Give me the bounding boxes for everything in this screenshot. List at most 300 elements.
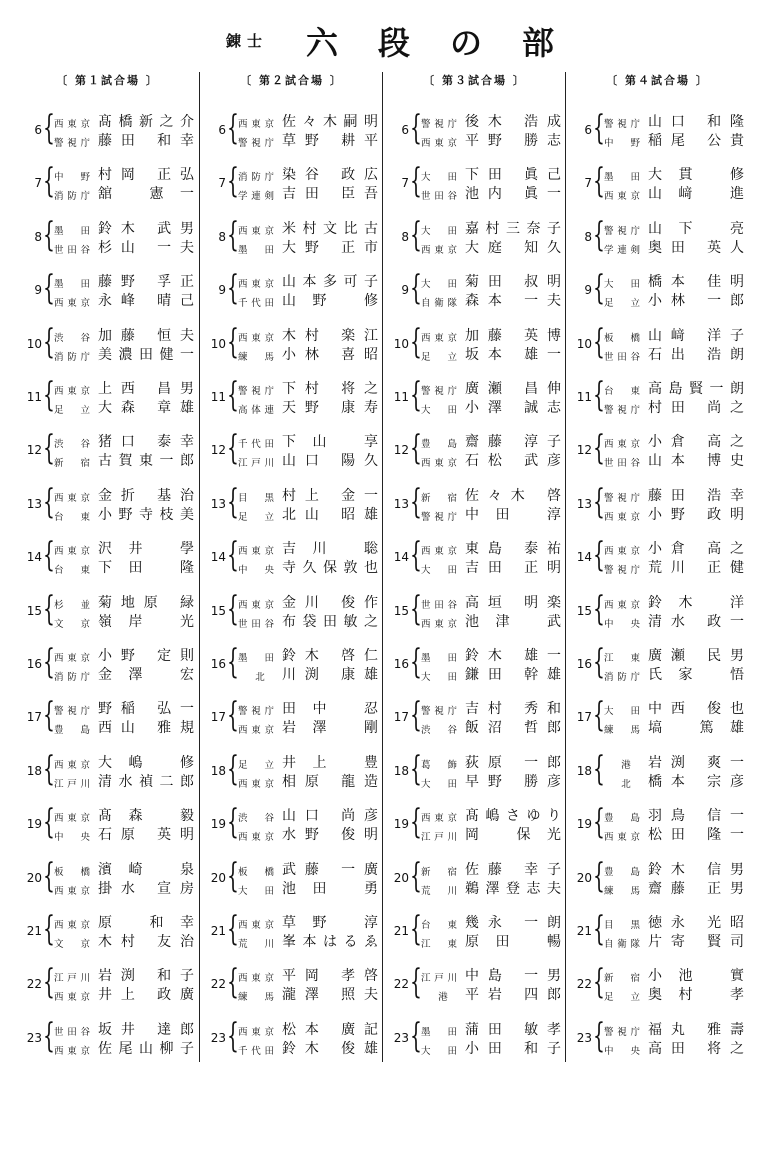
competitor-affiliation: 中 野 — [54, 172, 90, 184]
competitor-name: 小野寺枝美 — [98, 506, 194, 523]
competitor-affiliation: 中 央 — [238, 565, 274, 577]
competitor-name: 松田 隆一 — [648, 827, 744, 844]
pairing-brace-icon: { — [227, 161, 239, 202]
pairing-brace-icon: { — [43, 588, 55, 629]
competitor-red — [604, 1021, 746, 1039]
competitor-name: 下田 眞己 — [465, 167, 561, 184]
competitor-white — [421, 185, 563, 203]
competitor-name: 井上 豊 — [282, 754, 378, 771]
match-number: 6 — [584, 123, 592, 137]
pairing-brace-icon: { — [410, 535, 422, 576]
competitor-affiliation: 豊 島 — [604, 866, 640, 878]
competitor-red — [421, 273, 563, 291]
match-entry — [383, 695, 566, 737]
competitor-name: 森本 一夫 — [465, 293, 561, 310]
match-number: 13 — [393, 496, 409, 511]
competitor-name: 齋藤 正男 — [648, 880, 744, 897]
match-entry — [16, 1015, 199, 1058]
competitor-affiliation: 世田谷 — [54, 244, 90, 256]
competitor-name: 鵜澤登志夫 — [465, 880, 561, 897]
match-entry — [566, 802, 749, 844]
match-entry — [383, 321, 566, 364]
competitor-red — [604, 166, 746, 184]
competitor-affiliation: 警視庁 — [421, 386, 457, 397]
competitor-name: 藤田 浩幸 — [648, 487, 744, 504]
competitor-red — [421, 807, 563, 825]
competitor-affiliation: 台 東 — [54, 565, 90, 577]
competitor-name: 蒲田 敏孝 — [465, 1021, 561, 1038]
match-entry — [383, 268, 566, 310]
competitor-name: 清水禎二郎 — [98, 773, 194, 790]
competitor-affiliation: 足 立 — [238, 511, 274, 523]
competitor-name: 岡 保光 — [465, 827, 561, 844]
competitor-affiliation: 西東京 — [54, 885, 90, 897]
competitor-white — [604, 666, 746, 684]
competitor-name: 野稲 弘一 — [98, 701, 194, 718]
competitor-white — [238, 773, 380, 791]
competitor-white — [421, 826, 563, 844]
competitor-affiliation: 港 — [621, 759, 631, 771]
competitor-affiliation: 荒 川 — [421, 885, 457, 897]
match-number: 17 — [26, 710, 42, 725]
pairing-brace-icon: { — [410, 695, 422, 736]
competitor-name: 稲尾 公貴 — [648, 133, 744, 149]
match-number: 6 — [218, 123, 226, 137]
match-number: 8 — [218, 229, 226, 244]
match-entry — [383, 428, 566, 470]
competitor-affiliation: 世田谷 — [604, 351, 640, 363]
competitor-name: 佐藤 幸子 — [465, 861, 561, 878]
competitor-name: 藤野 孚正 — [98, 274, 194, 291]
competitor-name: 後木 浩成 — [465, 114, 561, 130]
competitor-affiliation: 豊 島 — [54, 725, 90, 737]
pairing-brace-icon: { — [410, 588, 422, 629]
competitor-red — [604, 594, 746, 612]
competitor-name: 岩澤 剛 — [282, 720, 378, 737]
match-entry — [383, 642, 566, 684]
competitor-affiliation: 学連剣 — [604, 244, 640, 256]
competitor-affiliation: 台 東 — [54, 511, 90, 523]
match-entry — [383, 1015, 566, 1058]
competitor-name: 荻原 一郎 — [465, 754, 561, 771]
competitor-affiliation: 大 田 — [604, 706, 640, 718]
competitor-name: 中西 俊也 — [648, 701, 744, 718]
match-entry — [566, 909, 749, 951]
pairing-brace-icon: { — [43, 748, 55, 789]
competitor-name: 髙森 毅 — [98, 808, 194, 825]
match-number: 23 — [393, 1030, 409, 1045]
competitor-white — [421, 613, 563, 631]
competitor-affiliation: 世田谷 — [604, 458, 640, 470]
competitor-affiliation: 西東京 — [238, 832, 274, 844]
competitor-red — [54, 594, 196, 612]
match-entry — [200, 1015, 383, 1058]
competitor-name: 井上 政廣 — [98, 987, 194, 1004]
competitor-name: 橋本 佳明 — [648, 274, 744, 291]
match-number: 12 — [26, 443, 42, 458]
competitor-name: 小田 和子 — [465, 1040, 561, 1057]
match-entry — [200, 642, 383, 684]
competitor-red — [54, 166, 196, 184]
pairing-brace-icon: { — [593, 214, 605, 255]
match-number: 6 — [401, 123, 409, 137]
pairing-brace-icon: { — [593, 321, 605, 362]
match-number: 7 — [218, 176, 226, 191]
competitor-white — [421, 452, 563, 470]
competitor-affiliation: 世田谷 — [54, 1026, 90, 1038]
competitor-white — [421, 399, 563, 417]
competitor-white — [54, 773, 196, 791]
competitor-red — [421, 433, 563, 451]
match-entry — [566, 855, 749, 898]
competitor-name: 廣瀬 民男 — [648, 648, 744, 664]
pairing-brace-icon: { — [410, 161, 422, 202]
pairing-brace-icon: { — [227, 802, 239, 843]
match-entry — [566, 161, 749, 203]
pairing-brace-icon: { — [43, 428, 55, 469]
match-entry — [200, 855, 383, 898]
competitor-white — [54, 185, 196, 203]
competitor-name: 小林 喜昭 — [282, 346, 378, 363]
competitor-name: 峯本はるゑ — [282, 934, 378, 950]
competitor-affiliation: 西東京 — [54, 386, 90, 397]
competitor-affiliation: 杉 並 — [54, 599, 90, 611]
competitor-affiliation: 江戸川 — [238, 458, 274, 470]
competitor-white — [54, 719, 196, 737]
pairing-brace-icon: { — [410, 802, 422, 843]
competitor-affiliation: 西東京 — [238, 973, 274, 985]
match-entry — [566, 481, 749, 524]
competitor-affiliation: 警視庁 — [238, 706, 274, 718]
competitor-affiliation: 大 田 — [421, 279, 457, 291]
competitor-affiliation: 警視庁 — [421, 706, 457, 718]
pairing-brace-icon: { — [43, 802, 55, 843]
competitor-name: 永峰 晴己 — [98, 293, 194, 310]
competitor-affiliation: 台 東 — [421, 920, 457, 931]
competitor-affiliation: 西東京 — [421, 332, 457, 344]
competitor-red — [604, 967, 746, 985]
match-entry — [200, 802, 383, 844]
pairing-brace-icon: { — [227, 855, 239, 896]
competitor-red — [421, 327, 563, 345]
competitor-affiliation: 西東京 — [54, 992, 90, 1004]
competitor-red — [238, 1021, 380, 1039]
competitor-affiliation: 足 立 — [238, 759, 274, 771]
competitor-affiliation: 目 黒 — [604, 920, 640, 931]
competitor-affiliation: 西東京 — [238, 725, 274, 737]
match-entry — [566, 535, 749, 577]
competitor-white — [604, 613, 746, 631]
competitor-red — [604, 861, 746, 879]
competitor-name: 原田 暢 — [465, 934, 561, 950]
competitor-name: 中田 淳 — [465, 506, 561, 523]
competitor-affiliation: 西東京 — [54, 759, 90, 771]
competitor-name: 寺久保敦也 — [282, 560, 378, 577]
competitor-name: 早野 勝彦 — [465, 773, 561, 790]
match-entry — [383, 962, 566, 1004]
competitor-red — [54, 861, 196, 879]
title-rank: 錬士 — [226, 32, 269, 50]
competitor-white — [421, 239, 563, 257]
match-number: 22 — [576, 977, 592, 992]
match-entry — [16, 909, 199, 951]
competitor-white — [604, 986, 746, 1004]
competitor-name: 米村文比古 — [282, 220, 378, 237]
competitor-name: 木村 友治 — [98, 934, 194, 950]
match-number: 20 — [210, 870, 226, 885]
competitor-white — [54, 559, 196, 577]
competitor-name: 松本 廣記 — [282, 1021, 378, 1038]
competitor-red — [54, 380, 196, 398]
match-number: 14 — [210, 550, 226, 565]
match-number: 12 — [210, 443, 226, 458]
competitor-name: 沢井 學 — [98, 541, 194, 558]
match-entry — [200, 108, 383, 150]
match-entry — [200, 214, 383, 257]
pairing-brace-icon: { — [43, 375, 55, 415]
competitor-red — [54, 327, 196, 345]
pairing-brace-icon: { — [227, 1015, 239, 1056]
match-entry — [200, 695, 383, 737]
competitor-affiliation: 西東京 — [604, 832, 640, 844]
competitor-affiliation: 中 野 — [604, 138, 640, 149]
competitor-affiliation: 葛 飾 — [421, 759, 457, 771]
competitor-white — [238, 666, 380, 684]
competitor-name: 布袋田敏之 — [282, 613, 378, 630]
competitor-white — [604, 452, 746, 470]
competitor-name: 吉田 正明 — [465, 560, 561, 577]
competitor-affiliation: 西東京 — [421, 618, 457, 630]
competitor-name: 高田 将之 — [648, 1040, 744, 1057]
competitor-name: 木村 楽江 — [282, 327, 378, 344]
match-number: 14 — [26, 550, 42, 565]
competitor-affiliation: 墨 田 — [54, 279, 90, 291]
match-number: 9 — [34, 283, 42, 298]
competitor-affiliation: 西東京 — [54, 920, 90, 931]
competitor-red — [54, 754, 196, 772]
pairing-brace-icon: { — [43, 214, 55, 255]
competitor-name: 坂本 雄一 — [465, 346, 561, 363]
competitor-name: 小倉 高之 — [648, 541, 744, 558]
competitor-white — [604, 719, 746, 737]
competitor-affiliation: 消防庁 — [238, 172, 274, 184]
pairing-brace-icon: { — [593, 642, 605, 682]
match-number: 7 — [401, 176, 409, 191]
pairing-brace-icon: { — [43, 695, 55, 736]
competitor-affiliation: 西東京 — [238, 119, 274, 130]
competitor-red — [604, 914, 746, 932]
competitor-white — [604, 506, 746, 524]
competitor-name: 中島 一男 — [465, 968, 561, 985]
competitor-white — [238, 346, 380, 364]
competitor-affiliation: 西東京 — [421, 813, 457, 825]
match-number: 14 — [576, 550, 592, 565]
match-entry — [383, 535, 566, 577]
competitor-affiliation: 千代田 — [238, 298, 274, 310]
match-entry — [566, 748, 749, 791]
match-number: 10 — [26, 336, 42, 351]
match-number: 19 — [210, 817, 226, 832]
competitor-red — [604, 433, 746, 451]
match-number: 7 — [34, 176, 42, 191]
competitor-affiliation: 警視庁 — [54, 706, 90, 718]
competitor-affiliation: 渋 谷 — [238, 813, 274, 825]
competitor-name: 武藤 一廣 — [282, 861, 378, 878]
competitor-white — [238, 719, 380, 737]
competitor-name: 山本 博史 — [648, 453, 744, 470]
competitor-affiliation: 西東京 — [238, 279, 274, 291]
match-number: 18 — [26, 763, 42, 778]
competitor-affiliation: 西東京 — [54, 813, 90, 825]
competitor-white — [54, 880, 196, 898]
court-header: 〔 第４試合場 〕 — [606, 74, 709, 87]
competitor-affiliation: 江戸川 — [54, 973, 90, 985]
page-title: 六段の部 — [306, 24, 595, 62]
competitor-name: 草野 耕平 — [282, 133, 378, 149]
competitor-white — [604, 880, 746, 898]
match-entry — [200, 161, 383, 203]
match-entry — [383, 161, 566, 203]
pairing-brace-icon: { — [593, 855, 605, 896]
competitor-affiliation: 警視庁 — [604, 405, 640, 416]
match-entry — [16, 802, 199, 844]
competitor-red — [604, 700, 746, 718]
pairing-brace-icon: { — [43, 855, 55, 896]
pairing-brace-icon: { — [593, 268, 605, 309]
competitor-red — [54, 807, 196, 825]
pairing-brace-icon: { — [227, 428, 239, 469]
competitor-name: 高垣 明楽 — [465, 594, 561, 611]
match-entry — [16, 268, 199, 310]
competitor-affiliation: 墨 田 — [54, 225, 90, 237]
competitor-white — [421, 986, 563, 1004]
match-number: 19 — [393, 817, 409, 832]
competitor-affiliation: 足 立 — [54, 405, 90, 416]
match-entry — [383, 375, 566, 417]
competitor-affiliation: 西東京 — [238, 546, 274, 558]
competitor-affiliation: 学連剣 — [238, 191, 274, 203]
competitor-name: 菊田 叔明 — [465, 274, 561, 291]
competitor-affiliation: 台 東 — [604, 386, 640, 397]
match-entry — [16, 588, 199, 631]
match-entry — [566, 268, 749, 310]
competitor-affiliation: 江戸川 — [54, 778, 90, 790]
court-column-3 — [382, 72, 566, 1062]
competitor-red — [238, 914, 380, 932]
match-entry — [200, 321, 383, 364]
pairing-brace-icon: { — [227, 321, 239, 362]
match-entry — [16, 748, 199, 791]
competitor-affiliation: 板 橋 — [238, 866, 274, 878]
pairing-brace-icon: { — [43, 962, 55, 1003]
competitor-red — [238, 861, 380, 879]
competitor-white — [604, 239, 746, 257]
pairing-brace-icon: { — [410, 1015, 422, 1056]
match-entry — [200, 535, 383, 577]
match-number: 10 — [576, 336, 592, 351]
pairing-brace-icon: { — [227, 962, 239, 1003]
competitor-name: 佐々木嗣明 — [282, 114, 378, 130]
match-number: 8 — [584, 229, 592, 244]
pairing-brace-icon: { — [410, 909, 422, 949]
competitor-name: 岩渕 和子 — [98, 968, 194, 985]
competitor-name: 石松 武彦 — [465, 453, 561, 470]
competitor-name: 下山 享 — [282, 434, 378, 451]
competitor-affiliation: 自衛隊 — [604, 939, 640, 950]
competitor-red — [54, 647, 196, 665]
match-number: 19 — [576, 817, 592, 832]
competitor-affiliation: 北 — [621, 778, 631, 790]
competitor-affiliation: 大 田 — [421, 225, 457, 237]
competitor-affiliation: 西東京 — [238, 225, 274, 237]
competitor-affiliation: 警視庁 — [54, 138, 90, 149]
competitor-name: 古賀東一郎 — [98, 453, 194, 470]
match-entry — [16, 695, 199, 737]
match-number: 15 — [210, 603, 226, 618]
competitor-white — [54, 933, 196, 951]
match-number: 6 — [34, 123, 42, 137]
competitor-red — [421, 594, 563, 612]
competitor-name: 池内 眞一 — [465, 186, 561, 203]
competitor-white — [238, 986, 380, 1004]
competitor-red — [54, 540, 196, 558]
competitor-affiliation: 世田谷 — [421, 599, 457, 611]
competitor-name: 鎌田 幹雄 — [465, 667, 561, 683]
match-number: 12 — [393, 443, 409, 458]
competitor-affiliation: 消防庁 — [54, 191, 90, 203]
competitor-red — [421, 647, 563, 665]
match-entry — [566, 642, 749, 684]
competitor-white — [238, 399, 380, 417]
competitor-name: 村岡 正弘 — [98, 167, 194, 184]
competitor-name: 原 和幸 — [98, 915, 194, 931]
court-header: 〔 第３試合場 〕 — [423, 74, 526, 87]
match-entry — [16, 428, 199, 470]
pairing-brace-icon: { — [410, 642, 422, 682]
competitor-affiliation: 大 田 — [421, 172, 457, 184]
competitor-red — [238, 967, 380, 985]
competitor-name: 村上 金一 — [282, 487, 378, 504]
competitor-affiliation: 警視庁 — [421, 511, 457, 523]
match-number: 16 — [576, 657, 592, 671]
competitor-affiliation: 警視庁 — [604, 1026, 640, 1038]
competitor-red — [238, 754, 380, 772]
competitor-affiliation: 世田谷 — [421, 191, 457, 203]
match-number: 20 — [393, 870, 409, 885]
competitor-red — [604, 220, 746, 238]
competitor-affiliation: 消防庁 — [54, 672, 90, 683]
match-number: 13 — [26, 496, 42, 511]
competitor-white — [421, 773, 563, 791]
competitor-white — [238, 933, 380, 951]
competitor-affiliation: 西東京 — [238, 1026, 274, 1038]
competitor-name: 佐々木 啓 — [465, 487, 561, 504]
match-entry — [383, 214, 566, 257]
match-number: 11 — [393, 390, 409, 404]
competitor-affiliation: 西東京 — [238, 778, 274, 790]
competitor-white — [421, 506, 563, 524]
competitor-red — [54, 487, 196, 505]
pairing-brace-icon: { — [227, 214, 239, 255]
competitor-red — [238, 433, 380, 451]
competitor-affiliation: 大 田 — [421, 565, 457, 577]
match-entry — [383, 748, 566, 791]
competitor-white — [604, 826, 746, 844]
competitor-name: 大貫 修 — [648, 167, 744, 184]
competitor-affiliation: 千代田 — [238, 439, 274, 451]
match-number: 23 — [26, 1030, 42, 1045]
competitor-white — [604, 399, 746, 417]
